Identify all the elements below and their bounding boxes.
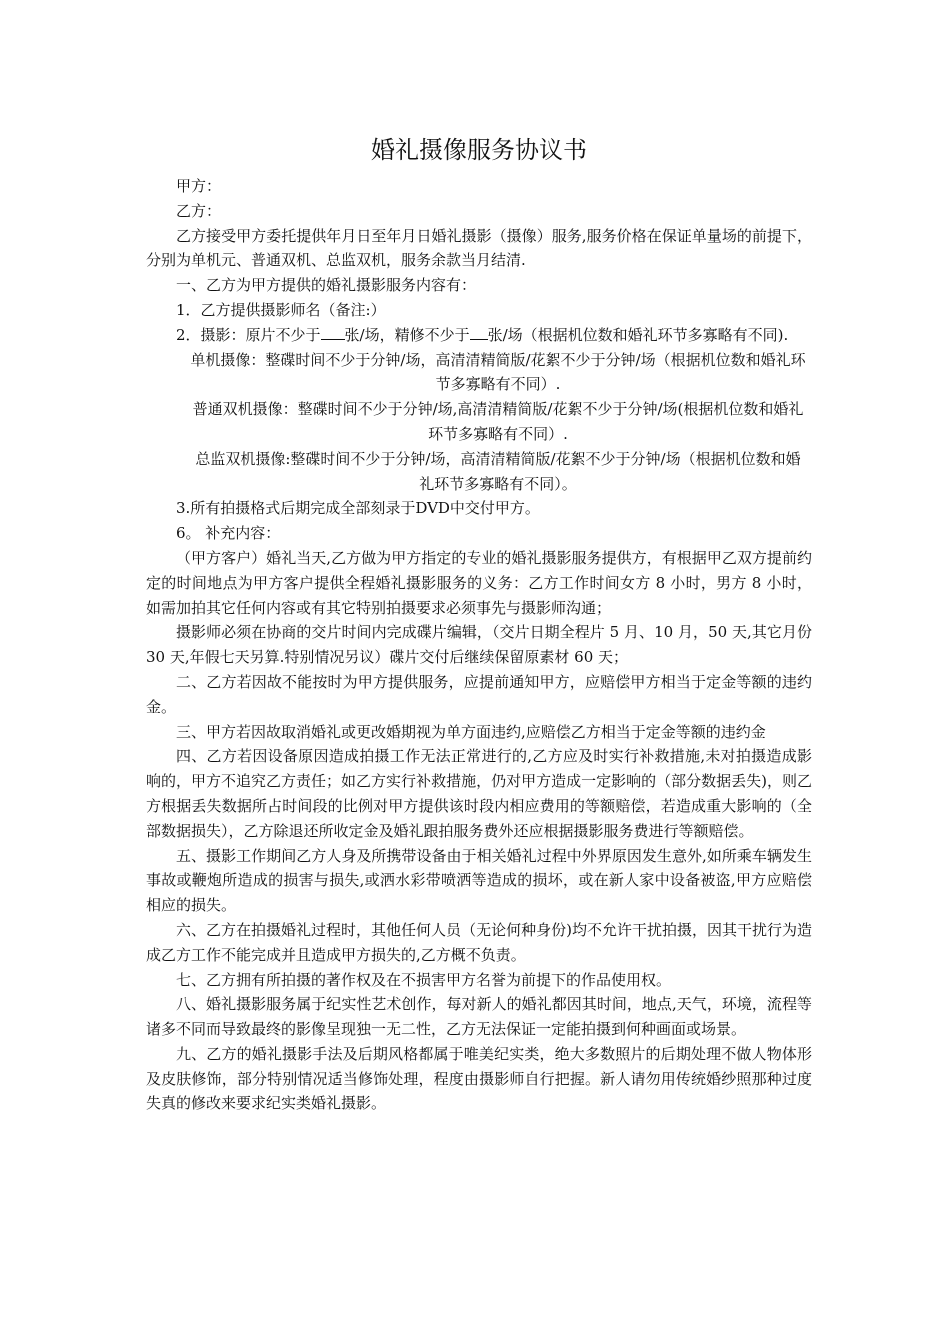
section-8: 八、婚礼摄影服务属于纪实性艺术创作，每对新人的婚礼都因其时间，地点,天气，环境，流程等诸多不同而导致最终的影像呈现独一无二性，乙方无法保证一定能拍摄到何种画面或场景。 [146, 995, 812, 1039]
document-page [146, 130, 812, 1116]
section-4: 四、乙方若因设备原因造成拍摄工作无法正常进行的,乙方应及时实行补救措施,未对拍摄造成影响的，甲方不追究乙方责任；如乙方实行补救措施，仍对甲方造成一定影响的（部分数据丢失)，则乙方根据丢失数据所占时间段的比例对甲方提供该时段内相应费用的等额赔偿，若造成重大影响的（全部数据损失），乙方除退还所收定金及婚礼跟拍服务费外还应根据摄影服务费进行等额赔偿。 [146, 747, 812, 840]
item-2-part-c: 张/场（根据机位数和婚礼环节多寡略有不同). [487, 325, 789, 344]
intro-paragraph: 乙方接受甲方委托提供年月日至年月日婚礼摄影（摄像）服务,服务价格在保证单量场的前提下，分别为单机元、普通双机、总监双机，服务余款当月结清. [146, 226, 812, 270]
section-2: 二、乙方若因故不能按时为甲方提供服务，应提前通知甲方，应赔偿甲方相当于定金等额的违约金。 [146, 672, 812, 716]
section-1-heading: 一、乙方为甲方提供的婚礼摄影服务内容有： [176, 276, 477, 295]
section-7: 七、乙方拥有所拍摄的著作权及在不损害甲方名誉为前提下的作品使用权。 [176, 970, 672, 989]
section-3: 三、甲方若因故取消婚礼或更改婚期视为单方面违约,应赔偿乙方相当于定金等额的违约金 [176, 722, 766, 741]
item-1: 1．乙方提供摄影师名（备注:） [176, 300, 386, 319]
section-5: 五、摄影工作期间乙方人身及所携带设备由于相关婚礼过程中外界原因发生意外,如所乘车辆发生事故或鞭炮所造成的损害与损失,或洒水彩带喷洒等造成的损坏，或在新人家中设备被盗,甲方应赔偿相应的损失。 [146, 846, 812, 915]
section-6: 六、乙方在拍摄婚礼过程时，其他任何人员（无论何种身份)均不允许干扰拍摄，因其干扰行为造成乙方工作不能完成并且造成甲方损失的,乙方概不负责。 [146, 920, 812, 964]
video-dual: 普通双机摄像：整碟时间不少于分钟/场,高清清精简版/花絮不少于分钟/场(根据机位数和婚礼环节多寡略有不同）. [192, 400, 804, 443]
photo-count-blank [321, 325, 345, 340]
party-a-line: 甲方： [176, 177, 222, 195]
video-single: 单机摄像：整碟时间不少于分钟/场，高清清精简版/花絮不少于分钟/场（根据机位数和婚礼环节多寡略有不同）. [190, 350, 806, 394]
document-title: 婚礼摄像服务协议书 [371, 136, 587, 164]
item-6: 6。 补充内容： [176, 524, 281, 543]
party-b-line: 乙方： [176, 201, 222, 220]
supplement-paragraph-1: （甲方客户）婚礼当天,乙方做为甲方指定的专业的婚礼摄影服务提供方，有根据甲乙双方提前约定的时间地点为甲方客户提供全程婚礼摄影服务的义务：乙方工作时间女方 8 小时，男方 8 小时，如需加拍其它任何内容或有其它特别拍摄要求必须事先与摄影师沟通； [146, 548, 812, 617]
item-2-part-b: 张/场，精修不少于 [344, 325, 470, 344]
retouch-count-blank [470, 325, 488, 340]
video-director: 总监双机摄像:整碟时间不少于分钟/场，高清清精简版/花絮不少于分钟/场（根据机位数和婚礼环节多寡略有不同）。 [195, 449, 801, 493]
section-9: 九、乙方的婚礼摄影手法及后期风格都属于唯美纪实类，绝大多数照片的后期处理不做人物体形及皮肤修饰，部分特别情况适当修饰处理，程度由摄影师自行把握。新人请勿用传统婚纱照那种过度失真的修改来要求纪实类婚礼摄影。 [146, 1044, 812, 1113]
item-2-part-a: 2．摄影：原片不少于 [176, 325, 321, 344]
item-2 [146, 323, 812, 348]
item-3: 3.所有拍摄格式后期完成全部刻录于DVD中交付甲方。 [176, 499, 540, 518]
supplement-paragraph-2: 摄影师必须在协商的交片时间内完成碟片编辑，（交片日期全程片 5 月、10 月，50 天,其它月份 30 天,年假七天另算.特别情况另议）碟片交付后继续保留原素材 60 天； [146, 623, 812, 667]
